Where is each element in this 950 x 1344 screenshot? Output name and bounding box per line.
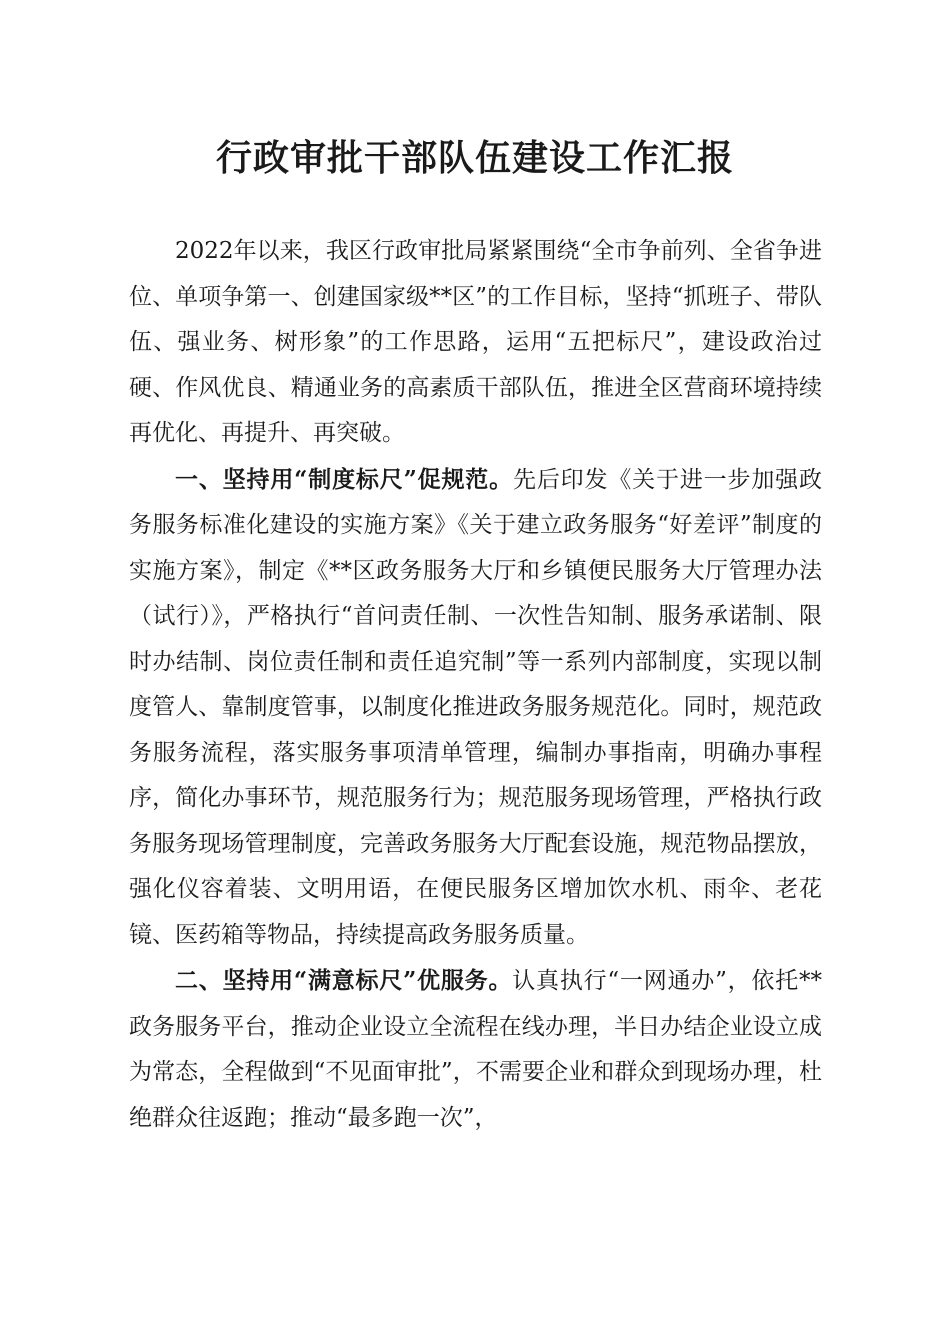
section-1-paragraph bbox=[129, 457, 822, 959]
section-2-text: 认真执行“一网通办”，依托**政务服务平台，推动企业设立全流程在线办理，半日办结企业设立成为常态，全程做到“不见面审批”，不需要企业和群众到现场办理，杜绝群众往返跑；推动“最多跑一次”， bbox=[129, 968, 822, 1131]
section-1-text: 先后印发《关于进一步加强政务服务标准化建设的实施方案》《关于建立政务服务“好差评”制度的实施方案》，制定《**区政务服务大厅和乡镇便民服务大厅管理办法（试行）》，严格执行“首问责任制、一次性告知制、服务承诺制、限时办结制、岗位责任制和责任追究制”等一系列内部制度，实现以制度管人、靠制度管事，以制度化推进政务服务规范化。同时，规范政务服务流程，落实服务事项清单管理，编制办事指南，明确办事程序，简化办事环节，规范服务行为；规范服务现场管理，严格执行政务服务现场管理制度，完善政务服务大厅配套设施，规范物品摆放，强化仪容着装、文明用语，在便民服务区增加饮水机、雨伞、老花镜、医药箱等物品，持续提高政务服务质量。 bbox=[129, 466, 822, 948]
section-2-heading: 二、坚持用“满意标尺”优服务。 bbox=[175, 967, 513, 994]
section-2-paragraph bbox=[129, 958, 822, 1141]
intro-paragraph: 2022年以来，我区行政审批局紧紧围绕“全市争前列、全省争进位、单项争第一、创建国家级**区”的工作目标，坚持“抓班子、带队伍、强业务、树形象”的工作思路，运用“五把标尺”，建设政治过硬、作风优良、精通业务的高素质干部队伍，推进全区营商环境持续再优化、再提升、再突破。 bbox=[129, 238, 822, 446]
document-title: 行政审批干部队伍建设工作汇报 bbox=[215, 137, 734, 179]
document-body bbox=[129, 229, 822, 1141]
section-1-heading: 一、坚持用“制度标尺”促规范。 bbox=[175, 465, 513, 493]
